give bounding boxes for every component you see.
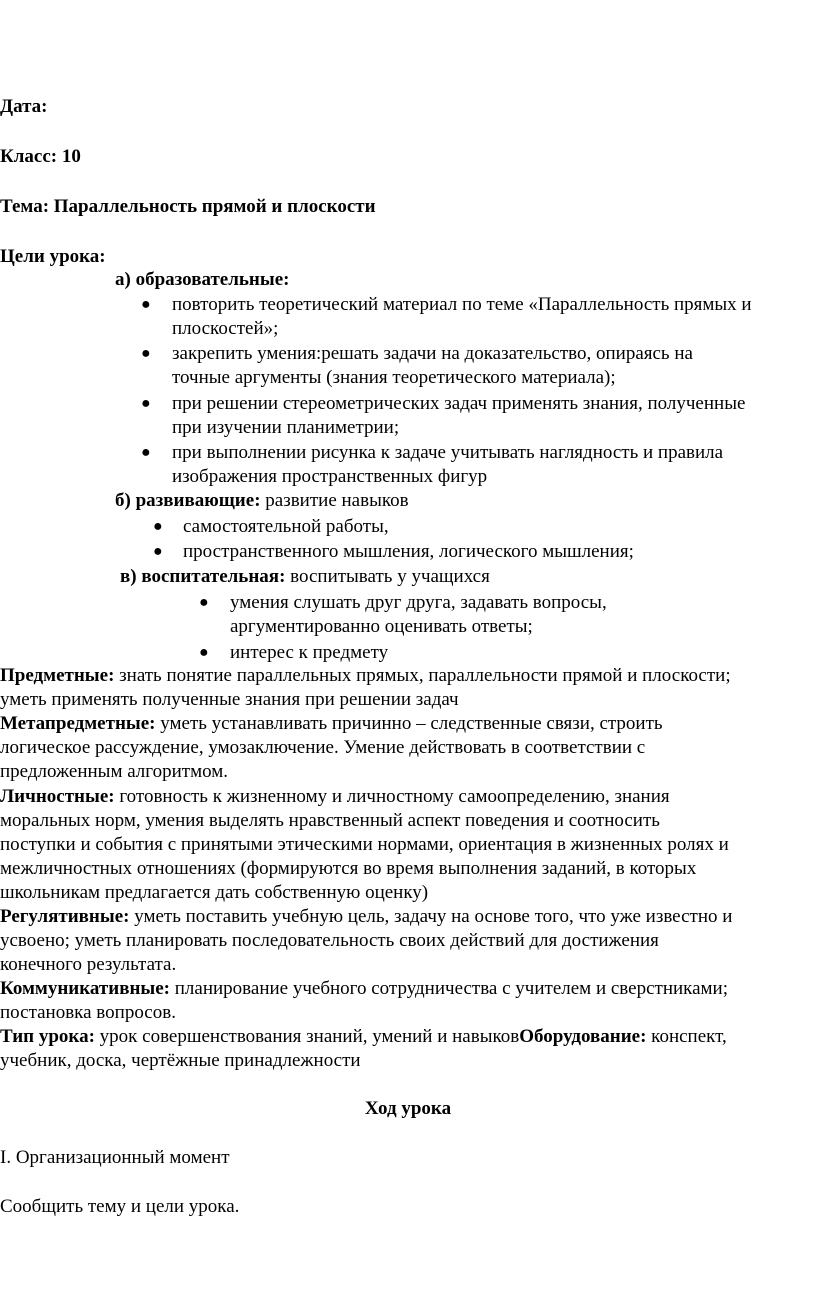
equipment-text: конспект,: [646, 1026, 727, 1047]
goal-a-item-2-line-1: закрепить умения:решать задачи на доказательство, опираясь на: [172, 343, 693, 364]
meta-results-line-2: логическое рассуждение, умозаключение. Умение действовать в соответствии с: [0, 737, 646, 758]
goals-label: Цели урока:: [0, 246, 106, 267]
equipment-line-2: учебник, доска, чертёжные принадлежности: [0, 1050, 361, 1071]
bullet-icon: ●: [153, 518, 163, 535]
goals-b-text: развитие навыков: [260, 490, 409, 511]
personal-results-line-5: школьникам предлагается дать собственную оценку): [0, 882, 429, 903]
bullet-icon: ●: [199, 644, 209, 661]
goal-b-item-2: пространственного мышления, логического мышления;: [183, 541, 634, 562]
comm-results-text-1: планирование учебного сотрудничества с учителем и сверстниками;: [170, 978, 729, 999]
subject-results-text: знать понятие параллельных прямых, параллельности прямой и плоскости;: [114, 665, 731, 686]
meta-results-label: Метапредметные:: [0, 713, 156, 734]
topic-line: Тема: Параллельность прямой и плоскости: [0, 196, 376, 217]
goal-c-item-1-line-1: умения слушать друг друга, задавать вопросы,: [230, 592, 607, 613]
goals-c-heading: в) воспитательная:: [120, 566, 286, 587]
subject-results-line-2: уметь применять полученные знания при решении задач: [0, 689, 459, 710]
goal-a-item-4-line-2: изображения пространственных фигур: [172, 466, 488, 487]
goal-c-item-2: интерес к предмету: [230, 642, 389, 663]
personal-results-line-3: поступки и события с принятыми этическими нормами, ориентация в жизненных ролях и: [0, 834, 729, 855]
regulative-results-text-1: уметь поставить учебную цель, задачу на основе того, что уже известно и: [129, 906, 733, 927]
meta-results-text-1: уметь устанавливать причинно – следственные связи, строить: [155, 713, 663, 734]
lesson-type-line: [0, 1025, 727, 1049]
goals-c-text: воспитывать у учащихся: [285, 566, 490, 587]
regulative-results-line-1: [0, 905, 732, 929]
equipment-label: Оборудование:: [519, 1026, 647, 1047]
date-label: Дата:: [0, 96, 48, 117]
goal-b-item-1: самостоятельной работы,: [183, 516, 389, 537]
lesson-heading: Ход урока: [364, 1098, 452, 1119]
goals-b-heading: б) развивающие:: [115, 490, 261, 511]
bullet-icon: ●: [153, 543, 163, 560]
regulative-results-line-3: конечного результата.: [0, 954, 177, 975]
goal-a-item-3-line-2: при изучении планиметрии;: [172, 417, 400, 438]
lesson-type-text: урок совершенствования знаний, умений и навыков: [94, 1026, 520, 1047]
lesson-type-label: Тип урока:: [0, 1026, 95, 1047]
class-line: Класс: 10: [0, 146, 81, 167]
stage-1-text: Сообщить тему и цели урока.: [0, 1196, 240, 1217]
comm-results-line-1: [0, 977, 728, 1001]
subject-results-label: Предметные:: [0, 665, 115, 686]
goals-a-heading: а) образовательные:: [115, 269, 290, 290]
goal-a-item-2-line-2: точные аргументы (знания теоретического материала);: [172, 367, 616, 388]
goal-c-item-1-line-2: аргументированно оценивать ответы;: [230, 616, 533, 637]
goal-a-item-3-line-1: при решении стереометрических задач применять знания, полученные: [172, 393, 746, 414]
personal-results-text-1: готовность к жизненному и личностному самоопределению, знания: [114, 786, 670, 807]
personal-results-line-1: [0, 785, 670, 809]
goals-b-line: [115, 489, 409, 513]
subject-results-line-1: [0, 664, 731, 688]
bullet-icon: ●: [141, 345, 151, 362]
meta-results-line-3: предложенным алгоритмом.: [0, 761, 229, 782]
personal-results-line-4: межличностных отношениях (формируются во время выполнения заданий, в которых: [0, 858, 697, 879]
bullet-icon: ●: [141, 444, 151, 461]
goal-a-item-1-line-2: плоскостей»;: [172, 318, 279, 339]
comm-results-line-2: постановка вопросов.: [0, 1002, 176, 1023]
stage-1-title: I. Организационный момент: [0, 1147, 230, 1168]
personal-results-label: Личностные:: [0, 786, 115, 807]
goals-c-line: [120, 565, 490, 589]
meta-results-line-1: [0, 712, 663, 736]
goal-a-item-4-line-1: при выполнении рисунка к задаче учитывать наглядность и правила: [172, 442, 724, 463]
bullet-icon: ●: [199, 594, 209, 611]
regulative-results-line-2: усвоено; уметь планировать последовательность своих действий для достижения: [0, 930, 659, 951]
bullet-icon: ●: [141, 395, 151, 412]
regulative-results-label: Регулятивные:: [0, 906, 130, 927]
personal-results-line-2: моральных норм, умения выделять нравственный аспект поведения и соотносить: [0, 810, 660, 831]
comm-results-label: Коммуникативные:: [0, 978, 170, 999]
bullet-icon: ●: [141, 296, 151, 313]
goal-a-item-1-line-1: повторить теоретический материал по теме «Параллельность прямых и: [172, 294, 752, 315]
